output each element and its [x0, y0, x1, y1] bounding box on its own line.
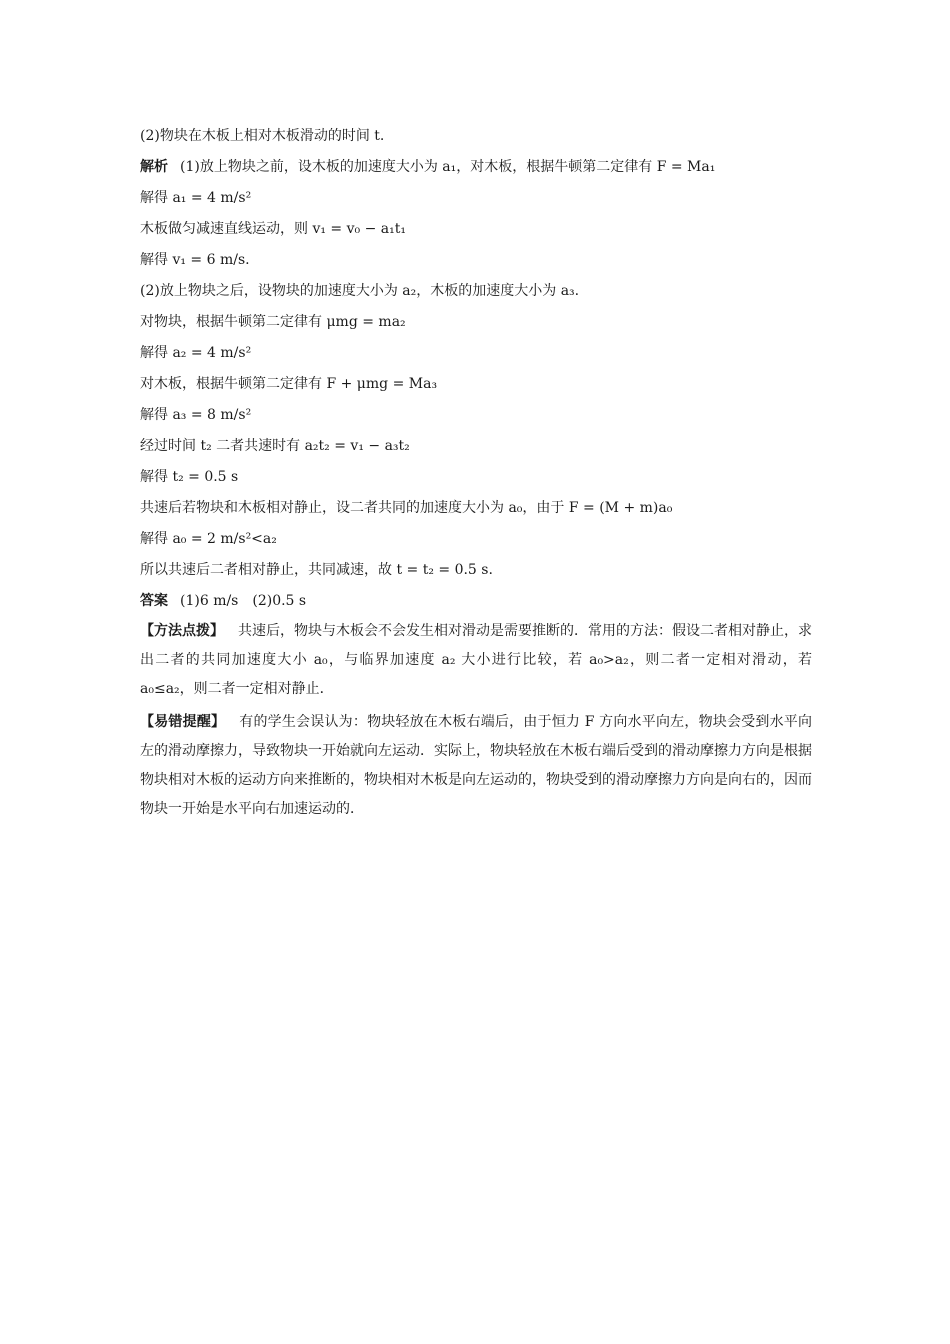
solution-label: 解析: [140, 159, 168, 175]
solution-line-13: 解得 a₀ = 2 m/s²<a₂: [140, 531, 277, 547]
error-note-text: 有的学生会误认为：物块轻放在木板右端后，由于恒力 F 方向水平向左，物块会受到水平向左的滑动摩擦力，导致物块一开始就向左运动．实际上，物块轻放在木板右端后受到的滑动摩擦力方向是根据物块相对木板的运动方向来推断的，物块相对木板是向左运动的，物块受到的滑动摩擦力方向是向右的，因而物块一开始是水平向右加速运动的．: [140, 714, 812, 817]
solution-line-2: 解得 a₁ = 4 m/s²: [140, 190, 252, 206]
solution-line-9: 解得 a₃ = 8 m/s²: [140, 407, 252, 423]
question-part-2: (2)物块在木板上相对木板滑动的时间 t.: [140, 128, 385, 144]
solution-line-6: 对物块，根据牛顿第二定律有 μmg = ma₂: [140, 314, 406, 330]
method-note: [140, 617, 812, 704]
method-note-text: 共速后，物块与木板会不会发生相对滑动是需要推断的．常用的方法：假设二者相对静止，求出二者的共同加速度大小 a₀，与临界加速度 a₂ 大小进行比较，若 a₀>a₂，则二者一定相对滑动，若 a₀≤a₂，则二者一定相对静止．: [140, 623, 812, 697]
error-note: [140, 708, 812, 824]
solution-line-11: 解得 t₂ = 0.5 s: [140, 469, 239, 485]
solution-line-4: 解得 v₁ = 6 m/s.: [140, 252, 250, 268]
solution-line-5: (2)放上物块之后，设物块的加速度大小为 a₂，木板的加速度大小为 a₃.: [140, 283, 580, 299]
solution-line-1: [140, 152, 812, 183]
solution-line-14: 所以共速后二者相对静止，共同减速，故 t = t₂ = 0.5 s.: [140, 562, 493, 578]
method-note-label: 【方法点拨】: [140, 623, 224, 639]
solution-line-12: 共速后若物块和木板相对静止，设二者共同的加速度大小为 a₀，由于 F = (M + m)a₀: [140, 500, 673, 516]
error-note-label: 【易错提醒】: [140, 714, 226, 730]
solution-line-8: 对木板，根据牛顿第二定律有 F + μmg = Ma₃: [140, 376, 438, 392]
solution-line-10: 经过时间 t₂ 二者共速时有 a₂t₂ = v₁ − a₃t₂: [140, 438, 410, 454]
solution-line-7: 解得 a₂ = 4 m/s²: [140, 345, 252, 361]
solution-line-3: 木板做匀减速直线运动，则 v₁ = v₀ − a₁t₁: [140, 221, 406, 237]
answer-text: (1)6 m/s (2)0.5 s: [180, 593, 307, 609]
answer-label: 答案: [140, 593, 168, 609]
answer-line: [140, 586, 812, 617]
document-body: [140, 121, 812, 824]
solution-text-1: (1)放上物块之前，设木板的加速度大小为 a₁，对木板，根据牛顿第二定律有 F = Ma₁: [180, 159, 716, 175]
